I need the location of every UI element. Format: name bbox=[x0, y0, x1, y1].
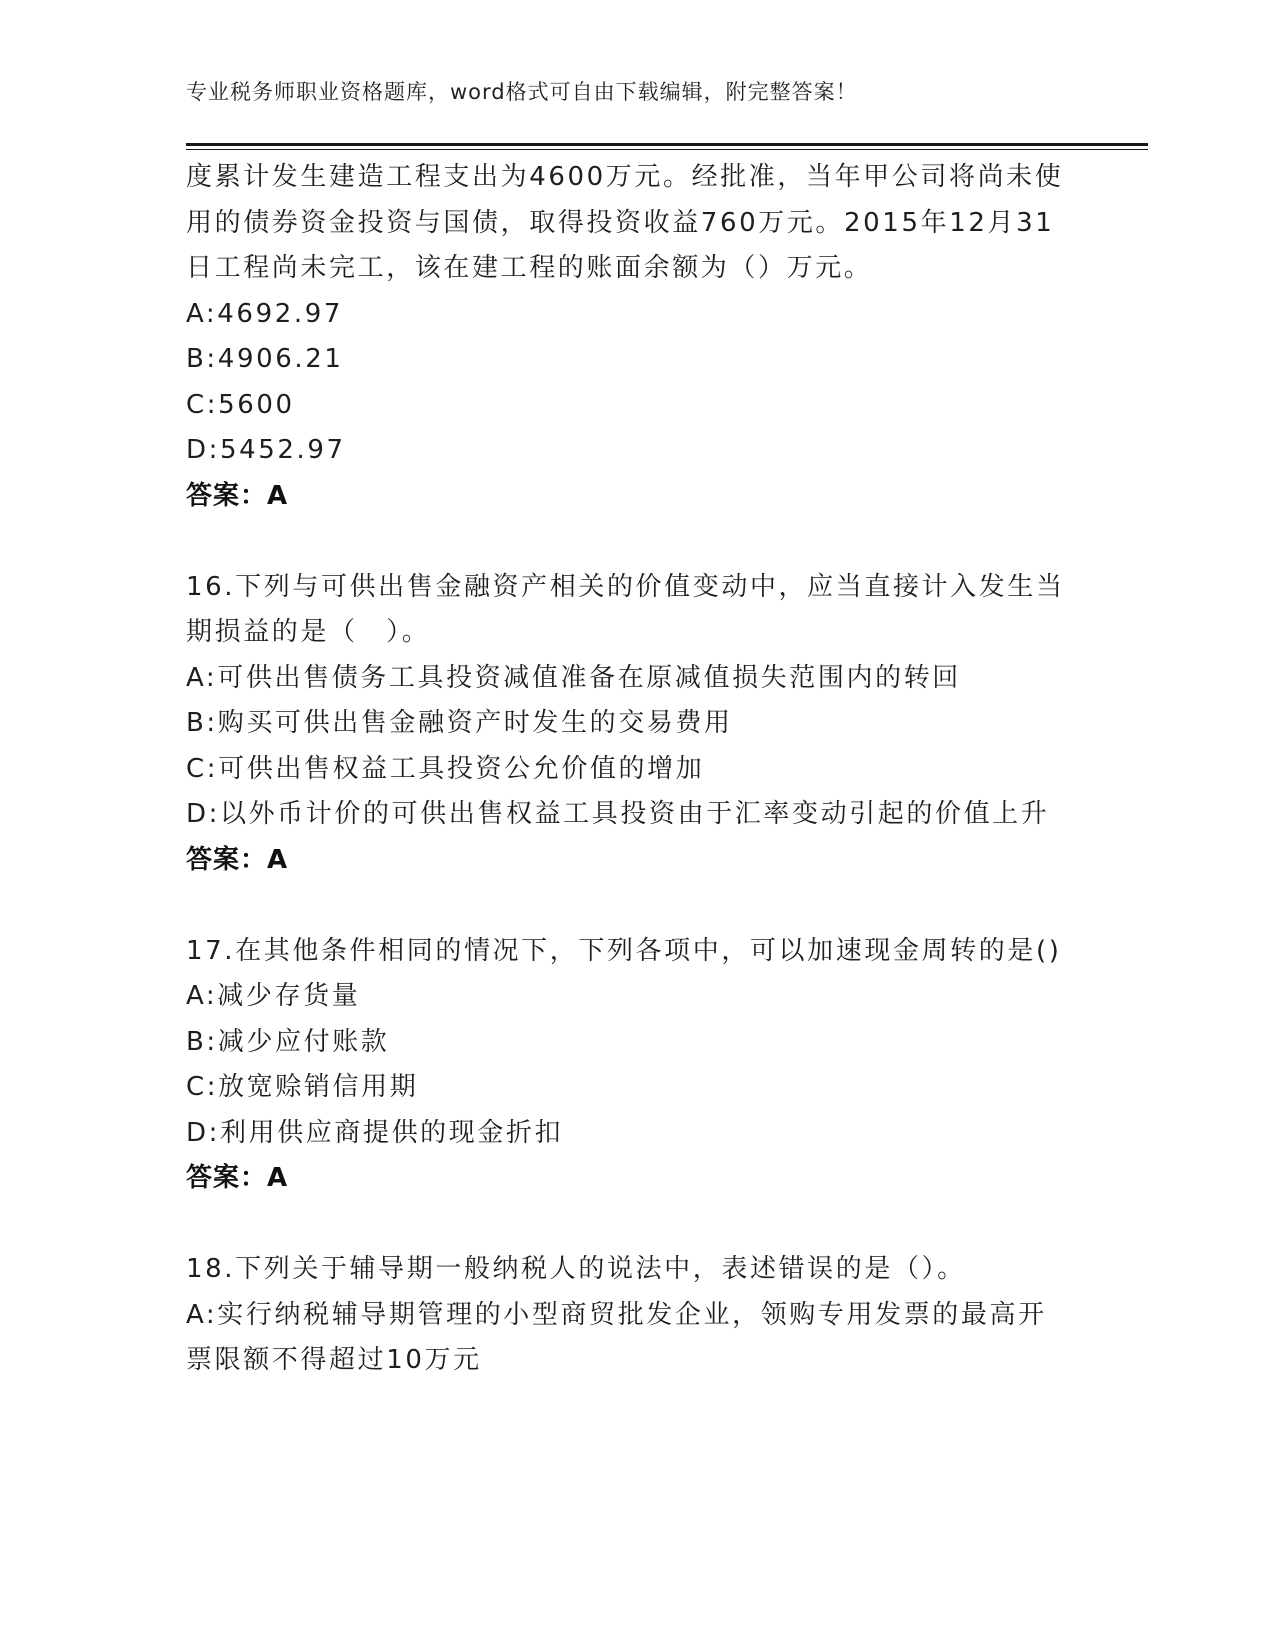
option-a: A:实行纳税辅导期管理的小型商贸批发企业，领购专用发票的最高开 bbox=[186, 1299, 1047, 1330]
question-17 bbox=[186, 929, 1066, 1202]
option-d: D:以外币计价的可供出售权益工具投资由于汇率变动引起的价值上升 bbox=[186, 799, 1050, 829]
header-rule-thick bbox=[186, 143, 1148, 146]
question-stem-line: 16.下列与可供出售金融资产相关的价值变动中，应当直接计入发生当 bbox=[186, 571, 1065, 602]
spacer bbox=[186, 519, 1066, 565]
answer-label: 答案：A bbox=[186, 844, 289, 875]
question-stem-line: 17.在其他条件相同的情况下，下列各项中，可以加速现金周转的是() bbox=[186, 935, 1062, 966]
spacer bbox=[186, 883, 1066, 929]
question-18 bbox=[186, 1247, 1066, 1384]
option-c: C:5600 bbox=[186, 389, 295, 420]
question-15 bbox=[186, 155, 1066, 519]
option-b: B:减少应付账款 bbox=[186, 1026, 390, 1057]
question-16 bbox=[186, 565, 1066, 884]
question-stem-line: 度累计发生建造工程支出为4600万元。经批准，当年甲公司将尚未使 bbox=[186, 162, 1064, 192]
question-stem-line: 用的债券资金投资与国债，取得投资收益760万元。2015年12月31 bbox=[186, 207, 1055, 238]
question-stem-line: 期损益的是（ ）。 bbox=[186, 617, 431, 647]
option-a: A:可供出售债务工具投资减值准备在原减值损失范围内的转回 bbox=[186, 662, 961, 693]
option-b: B:购买可供出售金融资产时发生的交易费用 bbox=[186, 708, 733, 738]
answer-label: 答案：A bbox=[186, 480, 289, 511]
option-a: A:减少存货量 bbox=[186, 981, 361, 1011]
answer-label: 答案：A bbox=[186, 1163, 289, 1193]
spacer bbox=[186, 1202, 1066, 1248]
option-c: C:放宽赊销信用期 bbox=[186, 1072, 419, 1102]
option-c: C:可供出售权益工具投资公允价值的增加 bbox=[186, 753, 705, 784]
option-d: D:利用供应商提供的现金折扣 bbox=[186, 1117, 564, 1148]
option-a: A:4692.97 bbox=[186, 298, 344, 329]
option-b: B:4906.21 bbox=[186, 344, 344, 374]
page-header: 专业税务师职业资格题库，word格式可自由下载编辑，附完整答案！ bbox=[186, 80, 858, 104]
header-rule-thin bbox=[186, 149, 1148, 150]
question-stem-line: 18.下列关于辅导期一般纳税人的说法中，表述错误的是（）。 bbox=[186, 1254, 966, 1284]
question-content bbox=[186, 155, 1066, 1384]
option-a-continued: 票限额不得超过10万元 bbox=[186, 1345, 482, 1375]
option-d: D:5452.97 bbox=[186, 435, 346, 465]
question-stem-line: 日工程尚未完工，该在建工程的账面余额为（）万元。 bbox=[186, 253, 873, 283]
